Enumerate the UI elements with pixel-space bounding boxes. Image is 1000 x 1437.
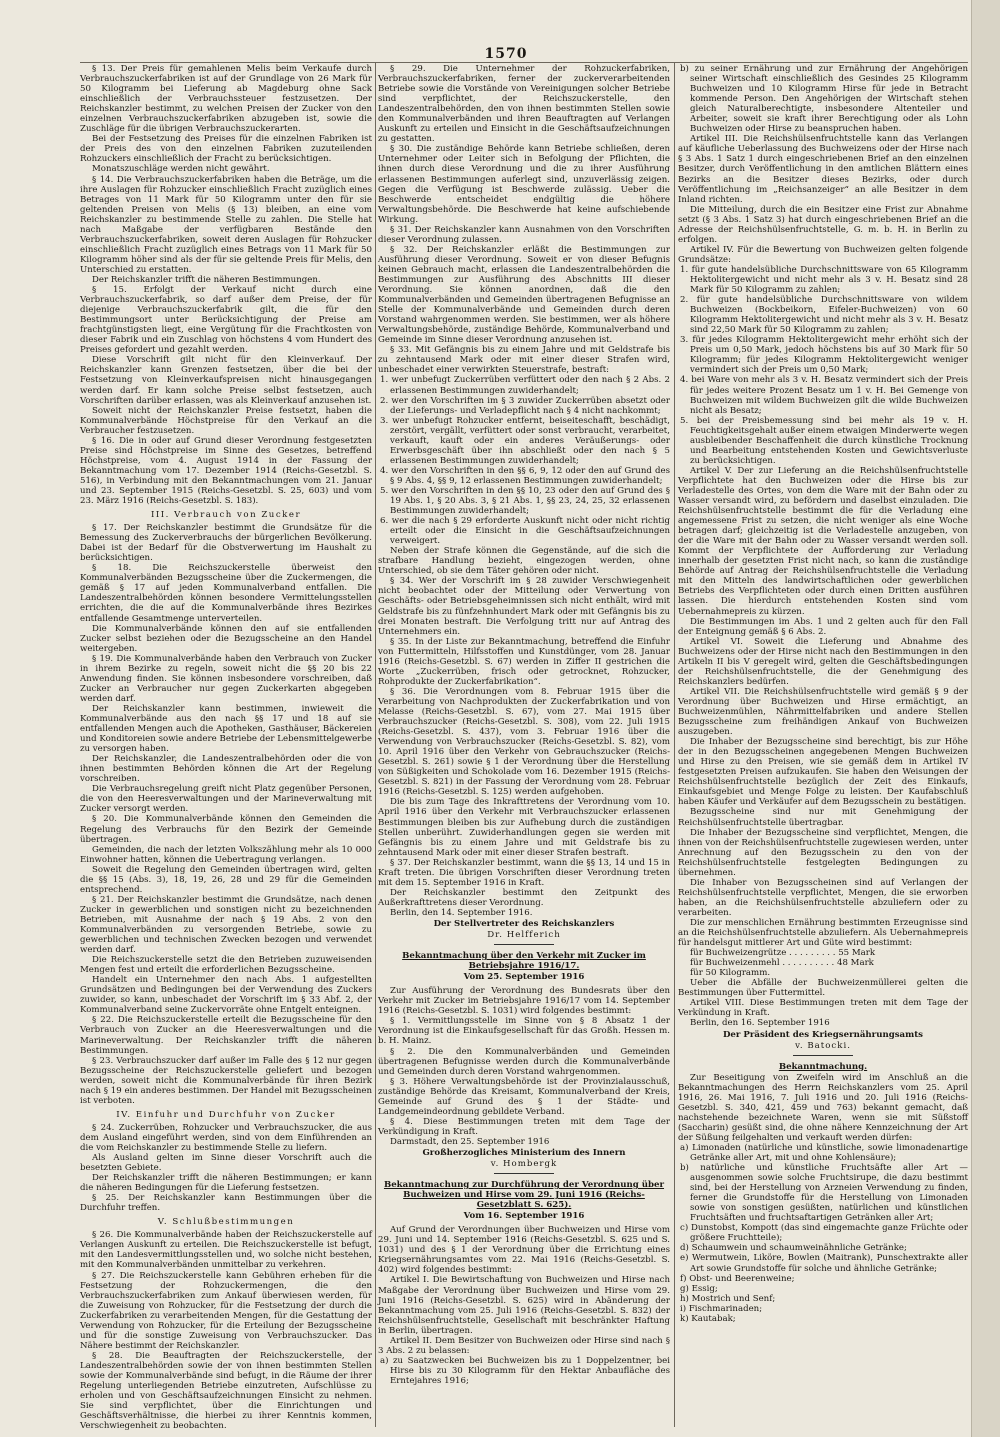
divider	[494, 1173, 554, 1174]
paragraph: Die zur menschlichen Ernährung bestimmten Erzeugnisse sind an die Reichshülsenfruchtstelle abzuliefern. Als Uebernahmepreis für handelsgut mittlerer Art und Güte wird bestimmt:	[678, 917, 968, 949]
list-item: 4. wer den Vorschriften in den §§ 6, 9, 12 oder den auf Grund des § 9 Abs. 4, §§ 9, 12 erlassenen Bestimmungen zuwiderhandelt;	[380, 465, 670, 486]
paragraph: § 24. Zuckerrüben, Rohzucker und Verbrauchszucker, die aus dem Ausland eingeführt werden, sind von dem Einführenden an die vom Reichskanzler zu bestimmende Stelle zu liefern.	[80, 1122, 372, 1153]
paragraph: Neben der Strafe können die Gegenstände, auf die sich die strafbare Handlung bezieht, eingezogen werden, ohne Unterschied, ob sie dem Täter gehören oder nicht.	[378, 546, 670, 577]
paragraph: § 28. Die Beauftragten der Reichszuckerstelle, der Landeszentralbehörden sowie der von ihnen bestimmten Stellen sowie der Kommunalverbände sind befugt, in die Räume der ihrer Regelung unterliegenden Betriebe einzutreten, Aufschlüsse zu erholen und von Geschäftsaufzeichnungen Einsicht zu nehmen. Sie sind verpflichtet, über die Einrichtungen und Geschäftsverhältnisse, die hierbei zu ihrer Kenntnis kommen, Verschwiegenheit zu beobachten.	[80, 1350, 372, 1432]
paragraph: Zur Beseitigung von Zweifeln wird im Anschluß an die Bekanntmachungen des Herrn Reichskanzlers vom 25. April 1916, 26. Mai 1916, 7. Juli 1916 und 20. Juli 1916 (Reichs-Gesetzbl. S. 340, 421, 459 und 763) bekannt gemacht, daß nachstehende bezeichnete Waren, wenn sie mit Süßstoff (Saccharin) gesüßt sind, die ohne nähere Kennzeichnung der Art der Süßung feilgehalten und verkauft werden dürfen:	[678, 1072, 968, 1143]
notice-subtitle: Vom 16. September 1916	[463, 1211, 585, 1222]
list-item: 6. wer die nach § 29 erforderte Auskunft nicht oder nicht richtig erteilt oder die Einsicht in die Geschäftsaufzeichnungen verweigert.	[380, 516, 670, 547]
list-item: f) Obst- und Beerenweine;	[680, 1273, 795, 1284]
paragraph: Bezugsscheine sind nur mit Genehmigung der Reichshülsenfruchtstelle übertragbar.	[678, 807, 968, 828]
list-item: 1. wer unbefugt Zuckerrüben verfüttert oder den nach § 2 Abs. 2 erlassenen Bestimmungen zuwiderhandelt;	[380, 375, 670, 396]
list-item: e) Wermutwein, Liköre, Bowlen (Maitrank), Punschextrakte aller Art sowie Grundstoffe für solche und ähnliche Getränke;	[680, 1253, 968, 1274]
paragraph: § 31. Der Reichskanzler kann Ausnahmen von den Vorschriften dieser Verordnung zulassen.	[378, 224, 670, 245]
signature-office: Der Präsident des Kriegsernährungsamts	[722, 1029, 924, 1040]
paragraph: Artikel I. Die Bewirtschaftung von Buchweizen und Hirse nach Maßgabe der Verordnung über Buchweizen und Hirse vom 29. Juni 1916 (Reichs-Gesetzbl. S. 625) wird in Abänderung der Bekanntmachung vom 25. Juli 1916 (Reichs-Gesetzbl. S. 832) der Reichshülsenfruchtstelle, Gesellschaft mit beschränkter Haftung in Berlin, übertragen.	[378, 1275, 670, 1336]
list-item: 3. wer unbefugt Rohzucker entfernt, beiseiteschafft, beschädigt, zerstört, vergällt, verfüttert oder sonst verbraucht, verarbeitet, verkauft, kauft oder ein anderes Veräußerungs- oder Erwerbsgeschäft über ihn abschließt oder den nach § 5 erlassenen Bestimmungen zuwiderhandelt;	[380, 415, 670, 466]
paragraph: Handelt ein Unternehmer den nach Abs. 1 aufgestellten Grundsätzen und Bedingungen bei der Verwendung des Zuckers zuwider, so kann, unbeschadet der Vorschrift im § 33 Abf. 2, der Kommunalverband seine Zuckervorräte ohne Entgelt enteignen.	[80, 975, 372, 1016]
list-item: a) zu Saatzwecken bei Buchweizen bis zu 1 Doppelzentner, bei Hirse bis zu 30 Kilogramm für den Hektar Anbaufläche des Erntejahres 1916;	[380, 1355, 670, 1386]
paragraph: Die Inhaber der Bezugsscheine sind berechtigt, bis zur Höhe der in den Bezugsscheinen angegebenen Mengen Buchweizen und Hirse zu den Preisen, wie sie gemäß dem in Artikel IV festgesetzten Preisen aufzukaufen. Sie haben den Weisungen der Reichshülsenfruchtstelle bezüglich der Zeit des Einkaufs, Einkaufsgebiet und Menge Folge zu leisten. Der Kaufabschluß haben Käufer und Verkäufer auf dem Bezugsschein zu bestätigen.	[678, 737, 968, 808]
paragraph: Der Reichskanzler trifft die näheren Bestimmungen.	[92, 274, 321, 285]
list-item: d) Schaumwein und schaumweinähnliche Getränke;	[680, 1243, 907, 1254]
paragraph: § 1. Vermittlungsstelle im Sinne von § 8 Absatz 1 der Verordnung ist die Einkaufsgesellschaft für das Großh. Hessen m. b. H. Mainz.	[378, 1016, 670, 1047]
list-item: 3. für jedes Kilogramm Hektolitergewicht mehr erhöht sich der Preis um 0,50 Mark, jedoch höchstens bis auf 30 Mark für 50 Kilogramm; für jedes Kilogramm Hektolitergewicht weniger vermindert sich der Preis um 0,50 Mark;	[680, 335, 968, 376]
signature-name: Dr. Helfferich	[487, 930, 561, 941]
paragraph: § 37. Der Reichskanzler bestimmt, wann die §§ 13, 14 und 15 in Kraft treten. Die übrigen Vorschriften dieser Verordnung treten mit dem 15. September 1916 in Kraft.	[378, 857, 670, 888]
paragraph: § 29. Die Unternehmer der Rohzuckerfabriken, Verbrauchszuckerfabriken, ferner der zuckerverarbeitenden Betriebe sowie die Vorstände von Vereinigungen solcher Betriebe sind verpflichtet, der Reichszuckerstelle, den Landeszentralbehörden, den von ihnen bestimmten Stellen sowie den Kommunalverbänden und ihren Beauftragten auf Verlangen Auskunft zu erteilen und Einsicht in die Geschäftsaufzeichnungen zu gestatten.	[378, 64, 670, 145]
column-3	[678, 64, 968, 1324]
paragraph: Die Reichszuckerstelle setzt die den Betrieben zuzuweisenden Mengen fest und erteilt die erforderlichen Bezugsscheine.	[80, 955, 372, 976]
paragraph: Die Verbrauchsregelung greift nicht Platz gegenüber Personen, die von den Heeresverwaltungen und der Marineverwaltung mit Zucker versorgt werden.	[80, 784, 372, 815]
list-item: 2. für gute handelsübliche Durchschnittsware von wildem Buchweizen (Bockbeikorn, Eifeler-Buchweizen) von 60 Kilogramm Hektolitergewicht und nicht mehr als 3 v. H. Besatz sind 22,50 Mark für 50 Kilogramm zu zahlen;	[680, 295, 968, 336]
paragraph: § 14. Die Verbrauchszuckerfabriken haben die Beträge, um die ihre Auslagen für Rohzucker einschließlich Fracht zuzüglich eines Betrages von 11 Mark für 50 Kilogramm unter den für sie geltenden Preisen von Melis (§ 13) bleiben, an eine vom Reichskanzler zu bestimmende Stelle zu zahlen. Die Stelle hat nach Maßgabe der verfügbaren Bestände den Verbrauchszuckerfabriken, soweit deren Auslagen für Rohzucker einschließlich Fracht zuzüglich eines Betrags von 11 Mark für 50 Kilogramm höher sind als der für sie geltende Preis für Melis, den Unterschied zu erstatten.	[80, 174, 372, 275]
paragraph: Artikel VI. Soweit die Lieferung und Abnahme des Buchweizens oder der Hirse nicht nach den Bestimmungen in den Artikeln II bis V geregelt wird, gelten die Geschäftsbedingungen der Reichshülsenfruchtstelle, die der Genehmigung des Reichskanzlers bedürfen.	[678, 636, 968, 687]
paragraph: Artikel IV. Für die Bewertung von Buchweizen gelten folgende Grundsätze:	[678, 244, 968, 265]
notice-subtitle: Vom 25. September 1916	[463, 972, 585, 983]
paragraph: Zur Ausführung der Verordnung des Bundesrats über den Verkehr mit Zucker im Betriebsjahre 1916/17 vom 14. September 1916 (Reichs-Gesetzbl. S. 1031) wird folgendes bestimmt:	[378, 986, 670, 1017]
signature-name: v. Batocki.	[795, 1040, 851, 1051]
paragraph: § 18. Die Reichszuckerstelle überweist den Kommunalverbänden Bezugsscheine über die Zuckermengen, die gemäß § 17 auf jeden Kommunalverband entfallen. Die Landeszentralbehörden können besondere Vermittelungsstellen errichten, die die auf die Kommunalverbände ihres Bezirkes entfallende Gesamtmenge unterverteilen.	[80, 563, 372, 624]
list-item: 2. wer den Vorschriften im § 3 zuwider Zuckerrüben absetzt oder der Lieferungs- und Verladepflicht nach § 4 nicht nachkommt;	[380, 395, 670, 416]
paragraph: § 36. Die Verordnungen vom 8. Februar 1915 über die Verarbeitung von Nachprodukten der Zuckerfabrikation und von Melasse (Reichs-Gesetzbl. S. 67), vom 27. Mai 1915 über Verbrauchszucker (Reichs-Gesetzbl. S. 308), vom 22. Juli 1915 (Reichs-Gesetzbl. S. 437), vom 3. Februar 1916 über die Verwendung von Verbrauchszucker (Reichs-Gesetzbl. S. 82), vom 10. April 1916 über den Verkehr von Gebrauchszucker (Reichs-Gesetzbl. S. 261) sowie § 1 der Verordnung über die Herstellung von Süßigkeiten und Schokolade vom 16. Dezember 1915 (Reichs-Gesetzbl. S. 821) in der Fassung der Verordnung vom 28. Februar 1916 (Reichs-Gesetzbl. S. 125) werden aufgehoben.	[378, 686, 670, 798]
paragraph: Die Kommunalverbände können den auf sie entfallenden Zucker selbst beziehen oder die Bezugsscheine an den Handel weitergeben.	[80, 623, 372, 654]
paragraph: Die Inhaber von Bezugsscheinen sind auf Verlangen der Reichshülsenfruchtstelle verpflichtet, Mengen, die sie erworben haben, an die Reichshülsenfruchtstelle abzuliefern oder zu verarbeiten.	[678, 877, 968, 918]
paragraph: § 34. Wer der Vorschrift im § 28 zuwider Verschwiegenheit nicht beobachtet oder der Mitteilung oder Verwertung von Geschäfts- oder Betriebsgeheimnissen sich nicht enthält, wird mit Geldstrafe bis zu fünfzehnhundert Mark oder mit Gefängnis bis zu drei Monaten bestraft. Die Verfolgung tritt nur auf Antrag des Unternehmers ein.	[378, 576, 670, 637]
paragraph: Artikel VII. Die Reichshülsenfruchtstelle wird gemäß § 9 der Verordnung über Buchweizen und Hirse ermächtigt, an Buchweizenmühlen, Nährmittelfabriken und andere Stellen Bezugsscheine zum freihändigen Ankauf von Buchweizen auszugeben.	[678, 686, 968, 738]
list-item: b) zu seiner Ernährung und zur Ernährung der Angehörigen seiner Wirtschaft einschließlich des Gesindes 25 Kilogramm Buchweizen und 10 Kilogramm Hirse für jede in Betracht kommende Person. Den Angehörigen der Wirtschaft stehen gleich Naturalberechtigte, insbesondere Altenteiler und Arbeiter, soweit sie kraft ihrer Berechtigung oder als Lohn Buchweizen oder Hirse zu beanspruchen haben.	[680, 64, 968, 135]
paragraph: § 3. Höhere Verwaltungsbehörde ist der Provinzialausschuß, zuständige Behörde das Kreisamt, Kommunalverband der Kreis, Gemeinde auf Grund des § 1 der Städte- und Landgemeindeordnung gebildete Verband.	[378, 1076, 670, 1117]
list-item: 1. für gute handelsübliche Durchschnittsware von 65 Kilogramm Hektolitergewicht und nicht mehr als 3 v. H. Besatz sind 28 Mark für 50 Kilogramm zu zahlen;	[680, 264, 968, 296]
list-item: a) Limonaden (natürliche und künstliche, sowie limonadenartige Getränke aller Art, mit und ohne Kohlensäure);	[680, 1142, 968, 1164]
paragraph: Artikel II. Dem Besitzer von Buchweizen oder Hirse sind nach § 3 Abs. 2 zu belassen:	[378, 1335, 670, 1356]
list-item: 5. wer den Vorschriften in den §§ 10, 23 oder den auf Grund des § 19 Abs. 1, § 20 Abs. 3, § 21 Abs. 1, §§ 23, 24, 25, 32 erlassenen Bestimmungen zuwiderhandelt;	[380, 485, 670, 517]
notice-title: Bekanntmachung.	[778, 1061, 868, 1072]
signature-office: Großherzogliches Ministerium des Innern	[422, 1147, 626, 1158]
page-number: 1570	[484, 46, 528, 62]
price-line: für Buchweizenmehl . . . . . . . . . . 48 Mark	[690, 958, 874, 969]
paragraph: § 13. Der Preis für gemahlenen Melis beim Verkaufe durch Verbrauchszuckerfabriken ist auf der Grundlage von 26 Mark für 50 Kilogramm bei Lieferung ab Magdeburg ohne Sack einschließlich der Verbrauchssteuer festzusetzen. Der Reichskanzler bestimmt, zu welchen Preisen der Zucker von den einzelnen Verbrauchszuckerfabriken abzugeben ist, sowie die Zuschläge für die übrigen Verbrauchszuckerarten.	[80, 64, 372, 135]
paragraph: Die Inhaber der Bezugsscheine sind verpflichtet, Mengen, die ihnen von der Reichshülsenfruchtstelle zugewiesen werden, unter Anrechnung auf den Bezugsschein zu den von der Reichshülsenfruchtstelle festgelegten Bedingungen zu übernehmen.	[678, 827, 968, 878]
date-line: Berlin, den 14. September 1916.	[390, 907, 533, 918]
adjacent-page-edge	[971, 0, 1000, 1437]
column-2	[378, 64, 670, 1386]
paragraph: Ueber die Abfälle der Buchweizenmüllerei gelten die Bestimmungen über Futtermittel.	[678, 978, 968, 999]
paragraph: § 2. Die den Kommunalverbänden und Gemeinden übertragenen Befugnisse werden durch die Kommunalverbände und Gemeinden durch deren Vorstand wahrgenommen.	[378, 1046, 670, 1077]
column-1	[80, 64, 372, 1431]
list-item: g) Essig;	[680, 1283, 718, 1294]
paragraph: Die bis zum Tage des Inkrafttretens der Verordnung vom 10. April 1916 über den Verkehr mit Verbrauchszucker erlassenen Bestimmungen bleiben bis zur Aufhebung durch die zuständigen Stellen unberührt. Zuwiderhandlungen gegen sie werden mit Gefängnis bis zu einem Jahre und mit Geldstrafe bis zu zehntausend Mark oder mit einer dieser Strafen bestraft.	[378, 797, 670, 858]
paragraph: Der Reichskanzler, die Landeszentralbehörden oder die von ihnen bestimmten Behörden können die Art der Regelung vorschreiben.	[80, 754, 372, 785]
paragraph: Der Reichskanzler bestimmt den Zeitpunkt des Außerkrafttretens dieser Verordnung.	[378, 887, 670, 908]
paragraph: Als Ausland gelten im Sinne dieser Vorschrift auch die besetzten Gebiete.	[80, 1153, 372, 1174]
paragraph: § 32. Der Reichskanzler erläßt die Bestimmungen zur Ausführung dieser Verordnung. Soweit er von dieser Befugnis keinen Gebrauch macht, erlassen die Landeszentralbehörden die Bestimmungen zur Ausführung des Abschnitts III dieser Verordnung. Sie können anordnen, daß die den Kommunalverbänden und Gemeinden übertragenen Befugnisse an Stelle der Kommunalverbände und Gemeinden durch deren Vorstand wahrgenommen werden. Sie bestimmen, wer als höhere Verwaltungsbehörde, zuständige Behörde, Kommunalverband und Gemeinde im Sinne dieser Verordnung anzusehen ist.	[378, 244, 670, 346]
date-line: Darmstadt, den 25. September 1916	[390, 1136, 550, 1147]
paragraph: Der Reichskanzler kann bestimmen, inwieweit die Kommunalverbände aus den nach §§ 17 und 18 auf sie entfallenden Mengen auch die Apotheken, Gasthäuser, Bäckereien und Konditoreien sowie andere Betriebe der Lebensmittelgewerbe zu versorgen haben.	[80, 703, 372, 755]
paragraph: § 27. Die Reichszuckerstelle kann Gebühren erheben für die Festsetzung der Rohzuckermengen, die den Verbrauchszuckerfabriken zum Ankauf überwiesen werden, für die Zuweisung von Rohzucker, für die Festsetzung der durch die Zuckerfabriken zu verarbeitenden Mengen, für die Gestattung der Verwendung von Rohzucker, für die Erteilung der Bezugsscheine und für die sonstige Zuweisung von Verbrauchszucker. Das Nähere bestimmt der Reichskanzler.	[80, 1270, 372, 1351]
paragraph: § 35. In der Liste zur Bekanntmachung, betreffend die Einfuhr von Futtermitteln, Hilfsstoffen und Kunstdünger, vom 28. Januar 1916 (Reichs-Gesetzbl. S. 67) werden in Ziffer II gestrichen die Worte „Zuckerrüben, frisch oder getrocknet, Rohzucker, Rohprodukte der Zuckerfabrikation“.	[378, 636, 670, 687]
paragraph: § 17. Der Reichskanzler bestimmt die Grundsätze für die Bemessung des Zuckerverbrauchs der bürgerlichen Bevölkerung. Dabei ist der Bedarf für die Obstverwertung im Haushalt zu berücksichtigen.	[80, 523, 372, 564]
paragraph: für 50 Kilogramm.	[690, 968, 771, 979]
list-item: i) Fischmarinaden;	[680, 1303, 763, 1314]
paragraph: § 22. Die Reichszuckerstelle erteilt die Bezugsscheine für den Verbrauch von Zucker an die Heeresverwaltungen und die Marineverwaltung. Der Reichskanzler trifft die näheren Bestimmungen.	[80, 1015, 372, 1056]
signature-name: v. Hombergk	[490, 1159, 558, 1170]
list-item: b) natürliche und künstliche Fruchtsäfte aller Art — ausgenommen sowie solche Fruchtsirupe, die dazu bestimmt sind, bei der Herstellung von Arzneien Verwendung zu finden, ferner die Grundstoffe für die Herstellung von Limonaden sowie von sonstigen gesüßten, natürlichen und künstlichen Fruchtsäften und fruchtsaftartigen Getränken aller Art;	[680, 1163, 968, 1224]
list-item: 5. bei der Preisbemessung sind bei mehr als 19 v. H. Feuchtigkeitsgehalt außer einem etwaigen Minderwerte wegen ausbleibender Beschaffenheit die durch künstliche Trocknung und Bearbeitung entstehenden Kosten und Gewichtsverluste zu berücksichtigen.	[680, 415, 968, 466]
signature-office: Der Stellvertreter des Reichskanzlers	[433, 918, 615, 929]
paragraph: Auf Grund der Verordnungen über Buchweizen und Hirse vom 29. Juni und 14. September 1916 (Reichs-Gesetzbl. S. 625 und S. 1031) und des § 1 der Verordnung über die Errichtung eines Kriegsernährungsamtes vom 22. Mai 1916 (Reichs-Gesetzbl. S. 402) wird folgendes bestimmt:	[378, 1225, 670, 1276]
list-item: h) Mostrich und Senf;	[680, 1293, 776, 1304]
paragraph: § 16. Die in oder auf Grund dieser Verordnung festgesetzten Preise sind Höchstpreise im Sinne des Gesetzes, betreffend Höchstpreise, vom 4. August 1914 in der Fassung der Bekanntmachung vom 17. Dezember 1914 (Reichs-Gesetzbl. S. 516), in Verbindung mit den Bekanntmachungen vom 21. Januar und 23. September 1915 (Reichs-Gesetzbl. S. 25, 603) und vom 23. März 1916 (Reichs-Gesetzbl. S. 183).	[80, 435, 372, 507]
paragraph: Artikel VIII. Diese Bestimmungen treten mit dem Tage der Verkündung in Kraft.	[678, 998, 968, 1019]
section-heading: IV. Einfuhr und Durchfuhr von Zucker	[116, 1109, 336, 1120]
notice-title: Bekanntmachung zur Durchführung der Verordnung über Buchweizen und Hirse vom 29. Juni 1916 (Reichs-Gesetzblatt S. 625).	[383, 1180, 665, 1211]
paragraph: § 26. Die Kommunalverbände haben der Reichszuckerstelle auf Verlangen Auskunft zu erteilen. Die Reichszuckerstelle ist befugt, mit den Landesvermittlungsstellen und, wo solche nicht bestehen, mit den Kommunalverbänden unmittelbar zu verkehren.	[80, 1230, 372, 1271]
section-heading: III. Verbrauch von Zucker	[150, 510, 302, 521]
list-item: 4. bei Ware von mehr als 3 v. H. Besatz vermindert sich der Preis für jedes weitere Prozent Besatz um 1 v. H. Bei Gemenge von Buchweizen mit wildem Buchweizen gilt die wilde Buchweizen nicht als Besatz;	[680, 375, 968, 416]
paragraph: Die Bestimmungen im Abs. 1 und 2 gelten auch für den Fall der Enteignung gemäß § 6 Abs. 2.	[678, 616, 968, 637]
paragraph: § 19. Die Kommunalverbände haben den Verbrauch von Zucker in ihrem Bezirke zu regeln, soweit nicht die §§ 20 bis 22 Anwendung finden. Sie können insbesondere vorschreiben, daß Zucker an Verbraucher nur gegen Zuckerkarten abgegeben werden darf.	[80, 653, 372, 704]
list-item: k) Kautabak;	[680, 1313, 736, 1324]
paragraph: Die Mitteilung, durch die ein Besitzer eine Frist zur Abnahme setzt (§ 3 Abs. 1 Satz 3) hat durch eingeschriebenen Brief an die Adresse der Reichshülsenfruchtstelle, G. m. b. H. in Berlin zu erfolgen.	[678, 204, 968, 245]
paragraph: § 15. Erfolgt der Verkauf nicht durch eine Verbrauchszuckerfabrik, so darf außer dem Preise, der für diejenige Verbrauchszuckerfabrik gilt, die für den Bestimmungsort unter Berücksichtigung der Preise am frachtgünstigsten liegt, eine Vergütung für die Frachtkosten von dieser Fabrik und ein Zuschlag von höchstens 4 vom Hundert des Preises gefordert und gezahlt werden.	[80, 285, 372, 356]
paragraph: Bei der Festsetzung des Preises für die einzelnen Fabriken ist der Preis des von den einzelnen Fabriken zuzuteilenden Rohzuckers einschließlich der Fracht zu berücksichtigen.	[80, 134, 372, 165]
section-heading: V. Schlußbestimmungen	[157, 1217, 295, 1228]
column-rule-1	[375, 62, 376, 1427]
column-rule-2	[674, 62, 675, 1427]
paragraph: § 23. Verbrauchszucker darf außer im Falle des § 12 nur gegen Bezugsscheine der Reichszuckerstelle geliefert und bezogen werden, soweit nicht die Kommunalverbände für ihren Bezirk nach § 19 ein anderes bestimmen. Der Handel mit Bezugsscheinen ist verboten.	[80, 1055, 372, 1106]
paragraph: § 30. Die zuständige Behörde kann Betriebe schließen, deren Unternehmer oder Leiter sich in Befolgung der Pflichten, die ihnen durch diese Verordnung und die zu ihrer Ausführung erlassenen Bestimmungen auferlegt sind, unzuverlässig zeigen. Gegen die Verfügung ist Beschwerde zulässig. Ueber die Beschwerde entscheidet endgültig die höhere Verwaltungsbehörde. Die Beschwerde hat keine aufschiebende Wirkung.	[378, 144, 670, 225]
paragraph: Soweit nicht der Reichskanzler Preise festsetzt, haben die Kommunalverbände Höchstpreise für den Verkauf an die Verbraucher festzusetzen.	[80, 405, 372, 436]
paragraph: § 33. Mit Gefängnis bis zu einem Jahre und mit Geldstrafe bis zu zehntausend Mark oder mit einer dieser Strafen wird, unbeschadet einer verwirkten Steuerstrafe, bestraft:	[378, 345, 670, 376]
paragraph: Monatszuschläge werden nicht gewährt.	[92, 164, 270, 175]
paragraph: Artikel V. Der zur Lieferung an die Reichshülsenfruchtstelle Verpflichtete hat den Buchweizen oder die Hirse bis zur Verladestelle des Ortes, von dem die Ware mit der Bahn oder zu Wasser versandt wird, zu befördern und daselbst einzuladen. Die Reichshülsenfruchtstelle bestimmt die für die Verladung eine angemessene Frist zu setzen, die nicht weniger als eine Woche betragen darf; gleichzeitig ist die Verladestelle anzugeben, von der die Ware mit der Bahn oder zu Wasser versandt werden soll. Kommt der Verpflichtete der Aufforderung zur Verladung innerhalb der gesetzten Frist nicht nach, so kann die zuständige Behörde auf Antrag der Reichshülsenfruchtstelle die Verladung mit den Mitteln des landwirtschaftlichen oder gewerblichen Betriebs des Verpflichteten oder durch einen Dritten ausführen lassen. Die hierdurch entstehenden Kosten sind vom Uebernahmepreis zu kürzen.	[678, 465, 968, 617]
paragraph: Gemeinden, die nach der letzten Volkszählung mehr als 10 000 Einwohner hatten, können die Uebertragung verlangen.	[80, 844, 372, 865]
paragraph: § 20. Die Kommunalverbände können den Gemeinden die Regelung des Verbrauchs für den Bezirk der Gemeinde übertragen.	[80, 814, 372, 845]
divider	[494, 944, 554, 945]
price-line: für Buchweizengrütze . . . . . . . . . 55 Mark	[690, 948, 876, 959]
paragraph: § 21. Der Reichskanzler bestimmt die Grundsätze, nach denen Zucker in gewerblichen und sonstigen nicht zu bezeichnenden Betrieben, mit Ausnahme der nach § 19 Abs. 2 von den Kommunalverbänden zu versorgenden Betriebe, sowie zu gewerblichen und technischen Zwecken bezogen und verwendet werden darf.	[80, 894, 372, 956]
notice-title: Bekanntmachung über den Verkehr mit Zucker im Betriebsjahre 1916/17.	[402, 951, 646, 972]
header-rule	[80, 62, 968, 63]
paragraph: § 4. Diese Bestimmungen treten mit dem Tage der Verkündigung in Kraft.	[378, 1116, 670, 1137]
divider	[793, 1055, 853, 1056]
paragraph: Der Reichskanzler trifft die näheren Bestimmungen; er kann die näheren Bedingungen für die Lieferung festsetzen.	[80, 1173, 372, 1194]
paragraph: Diese Vorschrift gilt nicht für den Kleinverkauf. Der Reichskanzler kann Grenzen festsetzen, über die bei der Festsetzung von Kleinverkaufspreisen nicht hinausgegangen werden darf. Er kann solche Preise selbst festsetzen, auch Vorschriften darüber erlassen, was als Kleinverkauf anzusehen ist.	[80, 355, 372, 406]
paragraph: Soweit die Regelung den Gemeinden übertragen wird, gelten die §§ 15 (Abs. 3), 18, 19, 26, 28 und 29 für die Gemeinden entsprechend.	[80, 864, 372, 895]
list-item: c) Dunstobst, Kompott (das sind eingemachte ganze Früchte oder größere Fruchtteile);	[680, 1223, 968, 1244]
paragraph: § 25. Der Reichskanzler kann Bestimmungen über die Durchfuhr treffen.	[80, 1193, 372, 1214]
date-line: Berlin, den 16. September 1916	[690, 1018, 830, 1029]
paragraph: Artikel III. Die Reichshülsenfruchtstelle kann das Verlangen auf käufliche Ueberlassung des Buchweizens oder der Hirse nach § 3 Abs. 1 Satz 1 durch eingeschriebenen Brief an den einzelnen Besitzer, durch Veröffentlichung in den amtlichen Blättern eines Bezirks an die Besitzer dieses Bezirks, oder durch Veröffentlichung im „Reichsanzeiger“ an alle Besitzer in dem Inland richten.	[678, 134, 968, 205]
